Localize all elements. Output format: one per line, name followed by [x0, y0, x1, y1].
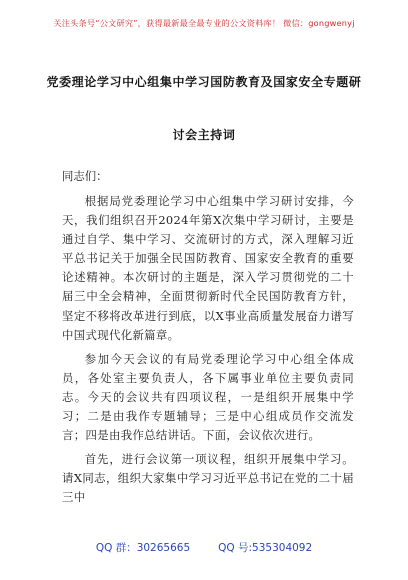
header-banner: 关注头条号“公文研究”，获得最新最全最专业的公文资料库！ 微信：gongwenyj [53, 18, 355, 28]
footer-qq-number: QQ 号:535304092 [218, 542, 313, 554]
paragraph-1: 根据局党委理论学习中心组集中学习研讨安排，今天，我们组织召开2024年第X次集中学习研讨，主要是通过自学、集中学习、交流研讨的方式，深入理解习近平总书记关于加强全民国防教育、国家安全教育的重要论述精神。本次研讨的主题是，深入学习贯彻党的二十届三中全会精神，全面贯彻新时代全民国防教育方针，坚定不移将改革进行到底，以X事业高质量发展奋力谱写中国式现代化新篇章。 [62, 194, 354, 342]
paragraph-3: 首先，进行会议第一项议程，组织开展集中学习。请X同志，组织大家集中学习习近平总书记在党的二十届三中 [62, 452, 354, 505]
document-title-line-2: 讨会主持词 [172, 128, 236, 142]
footer-qq-group: QQ 群：30265665 [95, 542, 191, 554]
paragraph-2: 参加今天会议的有局党委理论学习中心组全体成员，各处室主要负责人，各下属事业单位主要负责同志。今天的会议共有四项议程，一是组织开展集中学习；二是由我作专题辅导；三是中心组成员作交流发言；四是由我作总结讲话。下面，会议依次进行。 [62, 351, 354, 443]
salutation: 同志们： [62, 169, 108, 183]
footer-contact [0, 540, 408, 555]
document-title-line-1: 党委理论学习中心组集中学习国防教育及国家安全专题研 [46, 75, 362, 89]
document-body [62, 192, 354, 513]
